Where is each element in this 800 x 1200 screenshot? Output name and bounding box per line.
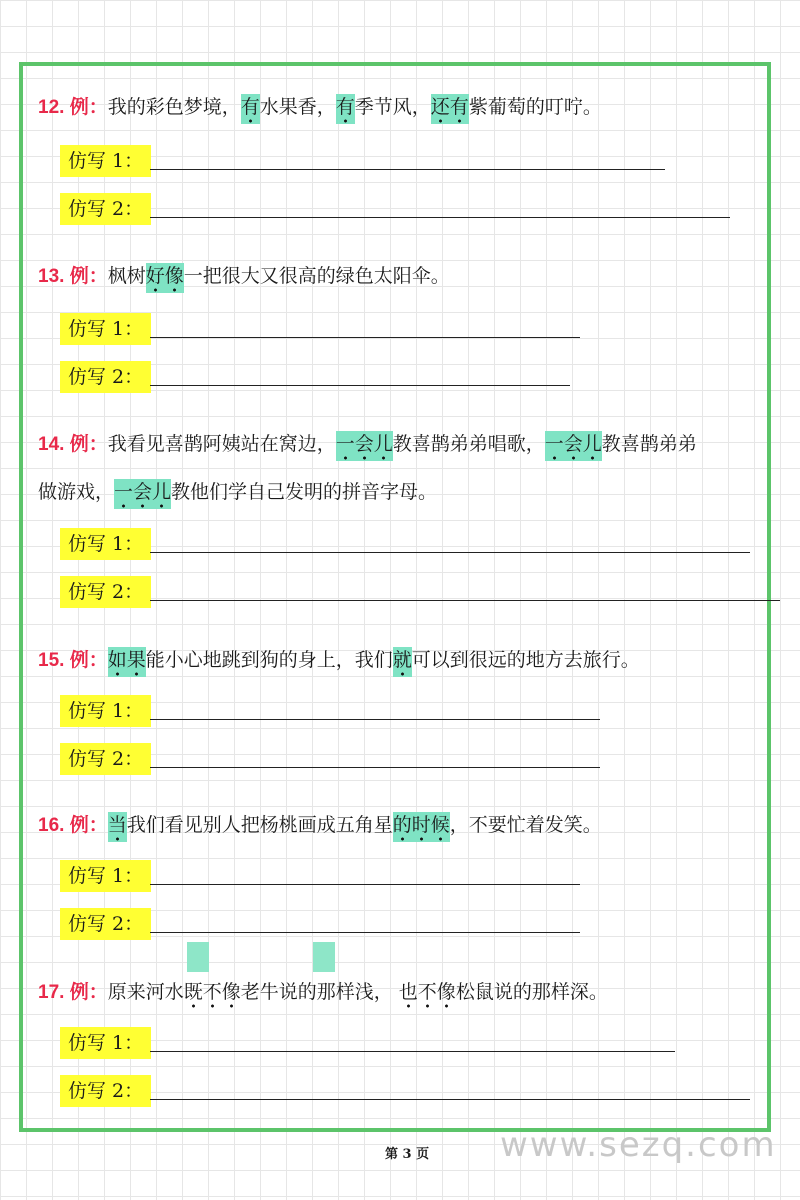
imitation-label: 仿写 1：	[60, 860, 151, 892]
answer-line[interactable]	[150, 884, 580, 885]
example-label: 例：	[69, 650, 108, 671]
watermark: www.sezq.com	[500, 1125, 777, 1165]
answer-line[interactable]	[150, 600, 780, 601]
sentence-text: 原来河水	[107, 981, 184, 1003]
imitation-label: 仿写 1：	[60, 695, 151, 727]
sentence-text: 紫葡萄的叮咛。	[468, 96, 602, 118]
answer-line[interactable]	[150, 767, 600, 768]
imitation-label: 仿写 2：	[60, 1075, 151, 1107]
sentence-text: 做游戏，	[38, 481, 115, 503]
keyword: 好像	[146, 263, 184, 293]
imitation-label: 仿写 1：	[60, 313, 151, 345]
exercise-number: 15.	[38, 650, 70, 671]
answer-line[interactable]	[150, 719, 600, 720]
keyword: 就	[393, 647, 412, 677]
example-sentence	[38, 975, 608, 1009]
keyword: 当	[108, 812, 127, 842]
example-label: 例：	[69, 815, 108, 836]
answer-line[interactable]	[150, 1051, 675, 1052]
keyword: 如果	[108, 647, 146, 677]
exercise-number: 17.	[38, 982, 70, 1003]
sentence-text: 可以到很远的地方去旅行。	[411, 649, 640, 671]
sentence-text: 教喜鹊弟弟唱歌，	[392, 433, 545, 455]
sentence-text: ，不要忙着发笑。	[449, 814, 602, 836]
example-sentence	[38, 808, 602, 842]
sentence-text: 我们看见别人把杨桃画成五角星	[126, 814, 393, 836]
answer-line[interactable]	[150, 337, 580, 338]
example-sentence	[38, 90, 602, 124]
example-label: 例：	[69, 266, 108, 287]
sentence-text: 我的彩色梦境，	[107, 96, 241, 118]
keyword: 一会儿	[114, 479, 171, 509]
keyword: 既不像	[184, 981, 241, 1009]
answer-line[interactable]	[150, 1099, 750, 1100]
imitation-label: 仿写 2：	[60, 193, 151, 225]
sentence-text: 能小心地跳到狗的身上，我们	[145, 649, 393, 671]
imitation-label: 仿写 1：	[60, 1027, 151, 1059]
imitation-label: 仿写 1：	[60, 528, 151, 560]
page-number: 第 3 页	[385, 1147, 430, 1162]
sentence-text: 一把很大又很高的绿色太阳伞。	[183, 265, 450, 287]
answer-line[interactable]	[150, 385, 570, 386]
exercise-number: 14.	[38, 434, 70, 455]
imitation-label: 仿写 2：	[60, 908, 151, 940]
sentence-text: 教喜鹊弟弟	[601, 433, 697, 455]
sentence-text: 教他们学自己发明的拼音字母。	[171, 481, 438, 503]
example-sentence-continued	[38, 475, 437, 509]
example-label: 例：	[69, 97, 108, 118]
exercise-number: 13.	[38, 266, 70, 287]
keyword: 有	[336, 94, 355, 124]
keyword: 有	[241, 94, 260, 124]
sentence-text: 季节风，	[354, 96, 431, 118]
imitation-label: 仿写 2：	[60, 743, 151, 775]
exercise-number: 16.	[38, 815, 70, 836]
sentence-text: 老牛说的那样浅，	[240, 981, 399, 1003]
imitation-label: 仿写 2：	[60, 361, 151, 393]
highlight-mark	[313, 942, 335, 972]
answer-line[interactable]	[150, 169, 665, 170]
sentence-text: 我看见喜鹊阿姨站在窝边，	[107, 433, 336, 455]
example-sentence	[38, 259, 450, 293]
highlight-mark	[187, 942, 209, 972]
sentence-text: 水果香，	[259, 96, 336, 118]
example-label: 例：	[69, 434, 108, 455]
imitation-label: 仿写 2：	[60, 576, 151, 608]
example-sentence	[38, 427, 697, 461]
keyword: 还有	[431, 94, 469, 124]
sentence-text: 松鼠说的那样深。	[455, 981, 608, 1003]
keyword: 一会儿	[336, 431, 393, 461]
sentence-text: 枫树	[107, 265, 146, 287]
keyword: 的时候	[393, 812, 450, 842]
answer-line[interactable]	[150, 932, 580, 933]
exercise-number: 12.	[38, 97, 70, 118]
example-sentence	[38, 643, 640, 677]
keyword: 一会儿	[545, 431, 602, 461]
answer-line[interactable]	[150, 552, 750, 553]
answer-line[interactable]	[150, 217, 730, 218]
example-label: 例：	[69, 982, 108, 1003]
imitation-label: 仿写 1：	[60, 145, 151, 177]
keyword: 也不像	[399, 981, 456, 1009]
